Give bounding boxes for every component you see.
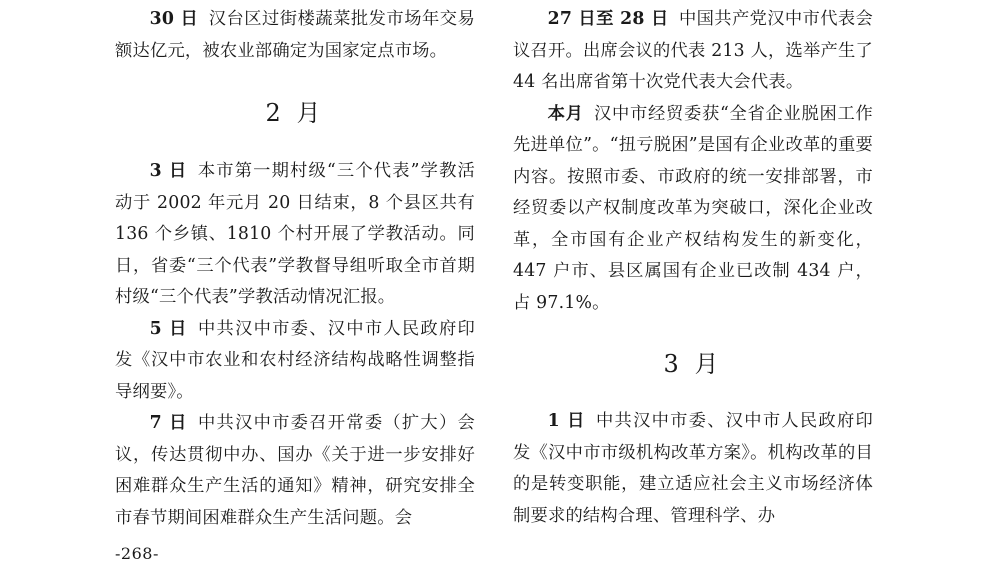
entry-text: 中国共产党汉中市代表会议召开。出席会议的代表 213 人，选举产生了 44 名出席省第十次党代表大会代表。 (513, 9, 873, 92)
entry-feb-5 (115, 314, 475, 409)
entry-text: 中共汉中市委、汉中市人民政府印发《汉中市农业和农村经济结构战略性调整指导纲要》。 (115, 318, 475, 402)
entry-date: 7 日 (149, 413, 188, 433)
entry-text: 汉中市经贸委获“全省企业脱困工作先进单位”。“扭亏脱困”是国有企业改革的重要内容。按照市委、市政府的统一安排部署，市经贸委以产权制度改革为突破口，深化企业改革，全市国有企业产权结构发生的新变化，447 户市、县区属国有企业已改制 434 户，占 97.1%。 (513, 103, 873, 313)
entry-feb-this-month (513, 99, 873, 320)
entry-text: 中共汉中市委、汉中市人民政府印发《汉中市市级机构改革方案》。机构改革的目的是转变职能，建立适应社会主义市场经济体制要求的结构合理、管理科学、办 (513, 411, 873, 526)
entry-date: 1 日 (547, 411, 586, 431)
entry-jan-30 (115, 4, 475, 67)
left-column (115, 0, 475, 534)
month-heading-february: 2 月 (265, 99, 325, 127)
entry-date: 5 日 (149, 318, 188, 339)
entry-text: 本市第一期村级“三个代表”学教活动于 2002 年元月 20 日结束，8 个县区共有 136 个乡镇、1810 个村开展了学教活动。同日，省委“三个代表”学教督导组听取全市首期村级“三个代表”学教活动情况汇报。 (115, 161, 475, 307)
entry-date: 3 日 (149, 161, 188, 181)
entry-date: 27 日至 28 日 (547, 9, 669, 29)
entry-text: 汉台区过街楼蔬菜批发市场年交易额达亿元，被农业部确定为国家定点市场。 (115, 9, 475, 61)
page-number: -268- (115, 544, 159, 563)
entry-mar-1 (513, 406, 873, 532)
entry-date: 30 日 (149, 9, 199, 29)
entry-text: 中共汉中市委召开常委（扩大）会议，传达贯彻中办、国办《关于进一步安排好困难群众生产生活的通知》精神，研究安排全市春节期间困难群众生产生活问题。会 (115, 413, 475, 528)
month-heading-march: 3 月 (663, 350, 723, 378)
entry-feb-27-28 (513, 4, 873, 99)
entry-feb-3 (115, 156, 475, 314)
right-column (513, 0, 873, 532)
entry-date: 本月 (547, 103, 584, 124)
entry-feb-7 (115, 408, 475, 534)
